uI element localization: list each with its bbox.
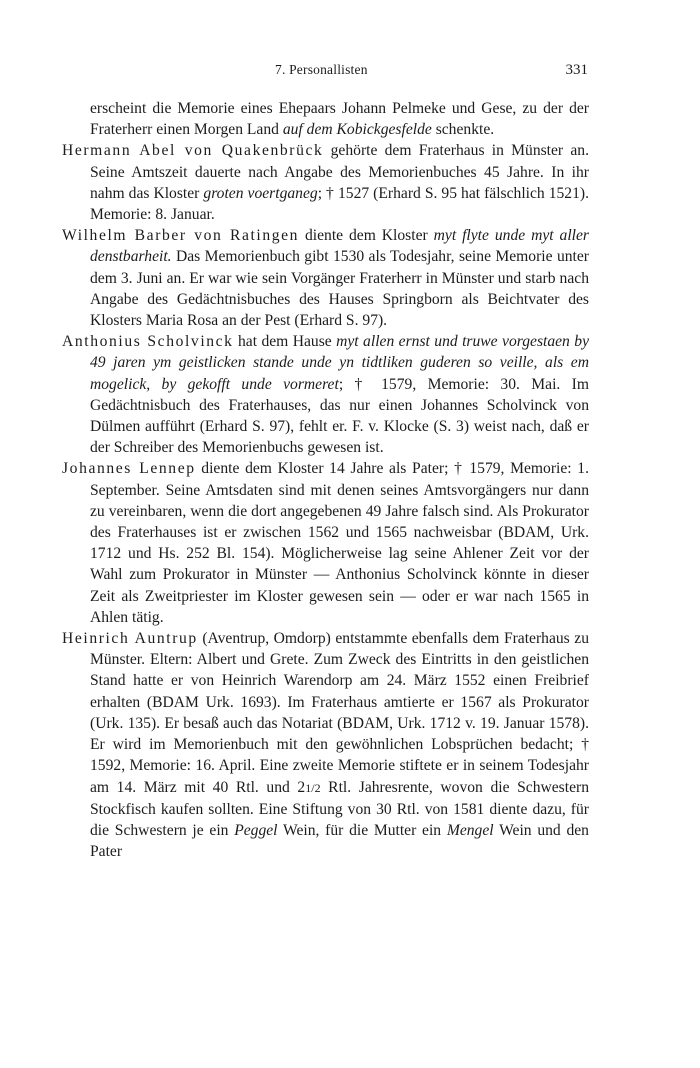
entry-name: Johannes Lennep xyxy=(62,460,196,478)
fraction: 1/2 xyxy=(305,780,321,795)
text-run: schenkte. xyxy=(431,121,495,139)
entry-name: Hermann Abel von Quakenbrück xyxy=(62,142,324,160)
text-run: erscheint die Memorie eines Ehepaars Johann Pelmeke und Gese, zu der der Fraterherr einen Morgen Land xyxy=(90,100,589,139)
text-run: diente dem Kloster xyxy=(299,227,434,245)
text-run: (Aventrup, Omdorp) entstammte ebenfalls dem Fraterhaus zu Münster. Eltern: Albert und Grete. Zum Zweck des Eintritts in den geistlichen Stand hatte er von Heinrich Warendorp am 24. März 1552 einen Freibrief erhalten (BDAM Urk. 1693). Im Fraterhaus amtierte er 1567 als Prokurator (Urk. 135). Er besaß auch das Notariat (BDAM, Urk. 1712 v. 19. Januar 1578). Er wird im Memorienbuch mit den gewöhnlichen Lobsprüchen bedacht; † 1592, Memorie: 16. April. Eine zweite Memorie stiftete er in seinem Todesjahr am 14. März mit 40 Rtl. und 2 xyxy=(90,630,589,796)
entry-heinrich-auntrup xyxy=(62,628,589,862)
chapter-title: 7. Personallisten xyxy=(275,62,368,77)
text-run: gehörte dem Fraterhaus in Münster an. Seine Amtszeit dauerte nach Angabe des Memorienbuches 45 Jahre. In ihr nahm das Kloster xyxy=(90,142,589,202)
running-header xyxy=(0,62,700,82)
page-number: 331 xyxy=(565,62,588,78)
italic-quote: Peggel xyxy=(234,821,278,839)
entry-johannes-lennep xyxy=(62,458,589,628)
entry-continuation xyxy=(62,98,589,140)
entry-hermann-abel xyxy=(62,140,589,225)
text-run: Wein und den Pater xyxy=(90,821,589,861)
italic-quote: Mengel xyxy=(446,821,494,839)
entry-name: Anthonius Scholvinck xyxy=(62,333,234,351)
text-run: ; † 1527 (Erhard S. 95 hat fälschlich 1521). Memorie: 8. Januar. xyxy=(90,184,589,224)
italic-quote: groten voertganeg xyxy=(203,184,318,202)
entry-name: Heinrich Auntrup xyxy=(62,630,198,648)
text-run: Wein, für die Mutter ein xyxy=(277,821,447,839)
body-text xyxy=(62,98,589,862)
italic-quote: myt flyte unde myt aller denstbarheit. xyxy=(90,227,589,266)
entry-anthonius-scholvinck xyxy=(62,331,589,458)
italic-quote: myt allen ernst und truwe vorgestaen by 49 jaren ym geistlicken stande unde yn tidtliken guderen so veille, als em mogelick, by gekofft unde vormeret xyxy=(90,333,589,393)
entry-wilhelm-barber xyxy=(62,225,589,331)
entry-name: Wilhelm Barber von Ratingen xyxy=(62,227,300,245)
text-run: Rtl. Jahresrente, wovon die Schwestern Stockfisch kaufen sollten. Eine Stiftung von 30 Rtl. von 1581 diente dazu, für die Schwestern je ein xyxy=(90,778,589,839)
text-run: diente dem Kloster 14 Jahre als Pater; † 1579, Memorie: 1. September. Seine Amtsdaten sind mit denen seines Amtsvorgängers nur dann zu vereinbaren, wenn die dort angegebenen 49 Jahre falsch sind. Als Prokurator des Fraterhauses ist er zwischen 1562 und 1565 nachweisbar (BDAM, Urk. 1712 und Hs. 252 Bl. 154). Möglicherweise lag seine Ahlener Zeit vor der Wahl zum Prokurator in Münster — Anthonius Scholvinck könnte in dieser Zeit als Zweitpriester im Kloster gewesen sein — oder er war nach 1565 in Ahlen tätig. xyxy=(90,460,589,626)
text-run: hat dem Hause xyxy=(233,333,337,351)
text-run: Das Memorienbuch gibt 1530 als Todesjahr, seine Memorie unter dem 3. Juni an. Er war wie sein Vorgänger Fraterherr in Münster und starb nach Angabe des Gedächtnisbuches des Hauses Springborn als Beichtvater des Klosters Maria Rosa an der Pest (Erhard S. 97). xyxy=(90,248,589,330)
italic-quote: auf dem Kobickgesfelde xyxy=(282,121,432,139)
text-run: ; † 1579, Memorie: 30. Mai. Im Gedächtnisbuch des Fraterhauses, das nur einen Johannes Scholvinck von Dülmen aufführt (Erhard S. 97), fehlt er. F. v. Klocke (S. 3) weist nach, daß er der Schreiber des Memorienbuchs gewesen ist. xyxy=(90,375,589,457)
